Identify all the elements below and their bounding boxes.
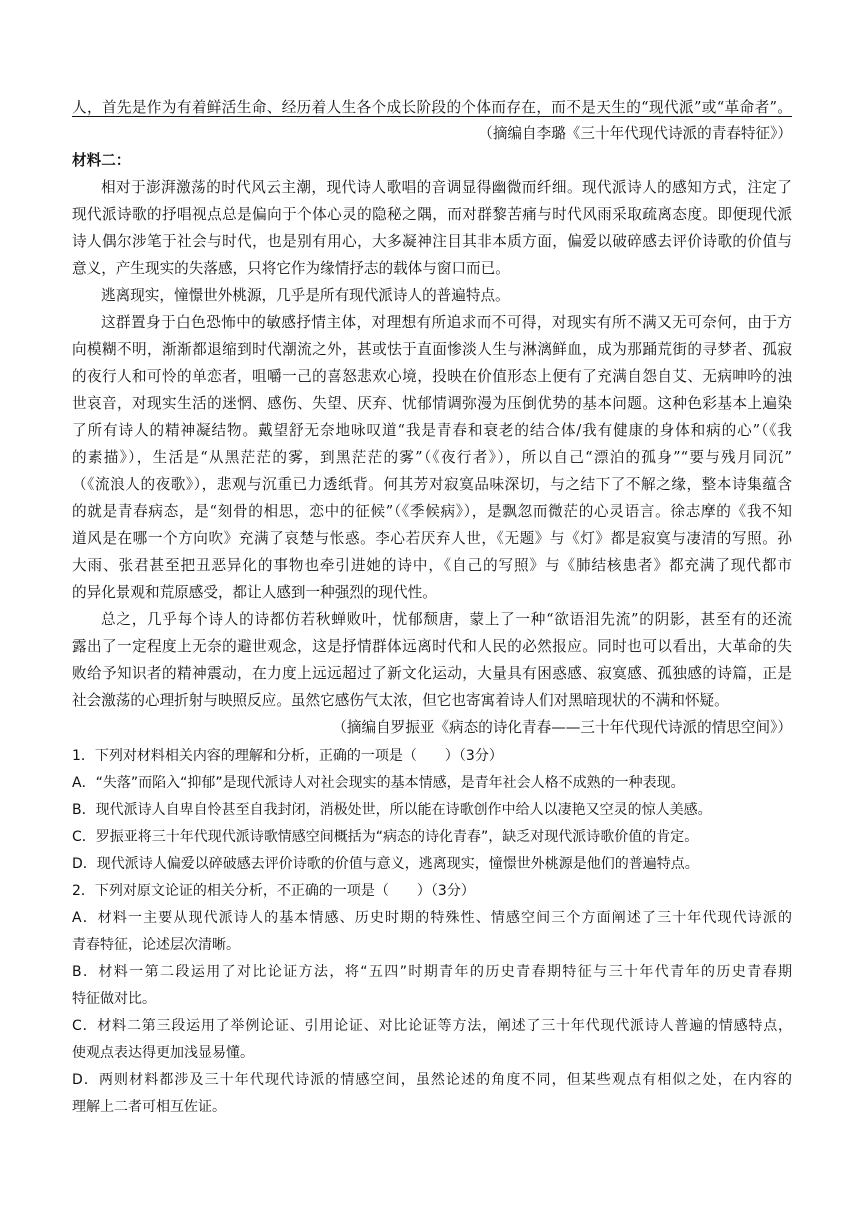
material2-line: 世哀音，对现实生活的迷惘、感伤、失望、厌弃、忧郁情调弥漫为压倒优势的基本问题。这种色彩基本上遍染	[72, 395, 792, 412]
material2-line: 的素描》），生活是“从黑茫茫的雾，到黑茫茫的雾”（《夜行者》），所以自己“漂泊的孤身”“要与残月同沉”	[72, 449, 792, 466]
material2-line: 意义，产生现实的失落感，只将它作为缘情抒志的载体与窗口而已。	[72, 260, 510, 277]
question-1-option-c[interactable]: C．罗振亚将三十年代现代派诗歌情感空间概括为“病态的诗化青春”，缺乏对现代派诗歌价值的肯定。	[72, 829, 699, 845]
question-2-stem: 2．下列对原文论证的相关分析，不正确的一项是（ ）（3分）	[72, 883, 475, 899]
material2-line: 的就是青春病态，是“刻骨的相思，恋中的征候”（《季候病》），是飘忽而微茫的心灵语言。徐志摩的《我不知	[72, 503, 792, 520]
material2-line: 的夜行人和可怜的单恋者，咀嚼一己的喜怒悲欢心境，投映在价值形态上便有了充满自怨自艾、无病呻吟的浊	[72, 368, 792, 385]
question-2-option-d-cont[interactable]: 理解上二者可相互佐证。	[72, 1099, 226, 1115]
material2-line: 总之，几乎每个诗人的诗都仿若秋蝉败叶，忧郁颓唐，蒙上了一种“欲语泪先流”的阴影，甚至有的还流	[101, 611, 792, 628]
question-1-option-b[interactable]: B．现代派诗人自卑自怜甚至自我封闭，消极处世，所以能在诗歌创作中给人以凄艳又空灵的惊人美感。	[72, 802, 712, 818]
material2-line: 道风是在哪一个方向吹》充满了哀楚与怅惑。李心若厌弃人世，《无题》与《灯》都是寂寞与凄清的写照。孙	[72, 530, 792, 547]
material1-source: （摘编自李璐《三十年代现代诗派的青春特征》）	[478, 125, 792, 142]
question-2-option-b-cont[interactable]: 特征做对比。	[72, 991, 156, 1007]
material2-line: 这群置身于白色恐怖中的敏感抒情主体，对理想有所追求而不可得，对现实有所不满又无可奈何，由于方	[101, 314, 792, 331]
question-2-option-b[interactable]: B．材料一第二段运用了对比论证方法，将“五四”时期青年的历史青春期特征与三十年代青年的历史青春期	[72, 964, 792, 980]
material2-line: 露出了一定程度上无奈的避世观念，这是抒情群体远离时代和人民的必然报应。同时也可以看出，大革命的失	[72, 638, 792, 655]
question-1-option-d[interactable]: D．现代派诗人偏爱以碎破感去评价诗歌的价值与意义，逃离现实，憧憬世外桃源是他们的普遍特点。	[72, 856, 699, 872]
question-2-option-c-cont[interactable]: 使观点表达得更加浅显易懂。	[72, 1045, 254, 1061]
material2-line: 向模糊不明，渐渐都退缩到时代潮流之外，甚或怯于直面惨淡人生与淋漓鲜血，成为那踊荒街的寻梦者、孤寂	[72, 341, 792, 358]
material2-line: 相对于澎湃激荡的时代风云主潮，现代诗人歌唱的音调显得幽微而纤细。现代派诗人的感知方式，注定了	[101, 179, 792, 196]
material2-line: 大雨、张君甚至把丑恶异化的事物也牵引进她的诗中，《自己的写照》与《肺结核患者》都充满了现代都市	[72, 557, 792, 574]
material2-line: 的异化景观和荒原感受，都让人感到一种强烈的现代性。	[72, 584, 437, 601]
material2-line: 社会激荡的心理折射与映照反应。虽然它感伤气太浓，但它也寄寓着诗人们对黑暗现状的不满和怀疑。	[72, 692, 729, 709]
material2-source: （摘编自罗振亚《病态的诗化青春——三十年代现代诗派的情思空间》）	[332, 719, 792, 736]
question-2-option-d[interactable]: D．两则材料都涉及三十年代现代诗派的情感空间，虽然论述的角度不同，但某些观点有相似之处，在内容的	[72, 1072, 792, 1088]
material2-line: 现代派诗歌的抒唱视点总是偏向于个体心灵的隐秘之隅，而对群黎苦痛与时代风雨采取疏离态度。即便现代派	[72, 206, 792, 223]
material2-line: （《流浪人的夜歌》），悲观与沉重已力透纸背。何其芳对寂寞品味深切，与之结下了不解之缘，整本诗集蕴含	[72, 476, 792, 493]
question-1-stem: 1．下列对材料相关内容的理解和分析，正确的一项是（ ）（3分）	[72, 748, 503, 764]
question-2-option-a[interactable]: A．材料一主要从现代派诗人的基本情感、历史时期的特殊性、情感空间三个方面阐述了三十年代现代诗派的	[72, 910, 792, 926]
material2-line: 逃离现实，憧憬世外桃源，几乎是所有现代派诗人的普遍特点。	[101, 287, 510, 304]
material2-heading: 材料二：	[72, 152, 131, 169]
question-2-option-c[interactable]: C．材料二第三段运用了举例论证、引用论证、对比论证等方法，阐述了三十年代现代派诗人普遍的情感特点，	[72, 1018, 792, 1034]
question-2-option-a-cont[interactable]: 青春特征，论述层次清晰。	[72, 937, 240, 953]
material2-line: 诗人偶尔涉笔于社会与时代，也是别有用心，大多凝神注目其非本质方面，偏爱以破碎感去评价诗歌的价值与	[72, 233, 792, 250]
question-1-option-a[interactable]: A．“失落”而陷入“抑郁”是现代派诗人对社会现实的基本情感，是青年社会人格不成熟的一种表现。	[72, 775, 685, 791]
material2-line: 败给予知识者的精神震动，在力度上远远超过了新文化运动，大量具有困惑感、寂寞感、孤独感的诗篇，正是	[72, 665, 792, 682]
material1-tail-text: 人，首先是作为有着鲜活生命、经历着人生各个成长阶段的个体而存在，而不是天生的“现代派”或“革命者”。	[72, 99, 792, 116]
material2-line: 了所有诗人的精神凝结物。戴望舒无奈地咏叹道“我是青春和衰老的结合体/我有健康的身体和病的心”（《我	[72, 422, 792, 439]
